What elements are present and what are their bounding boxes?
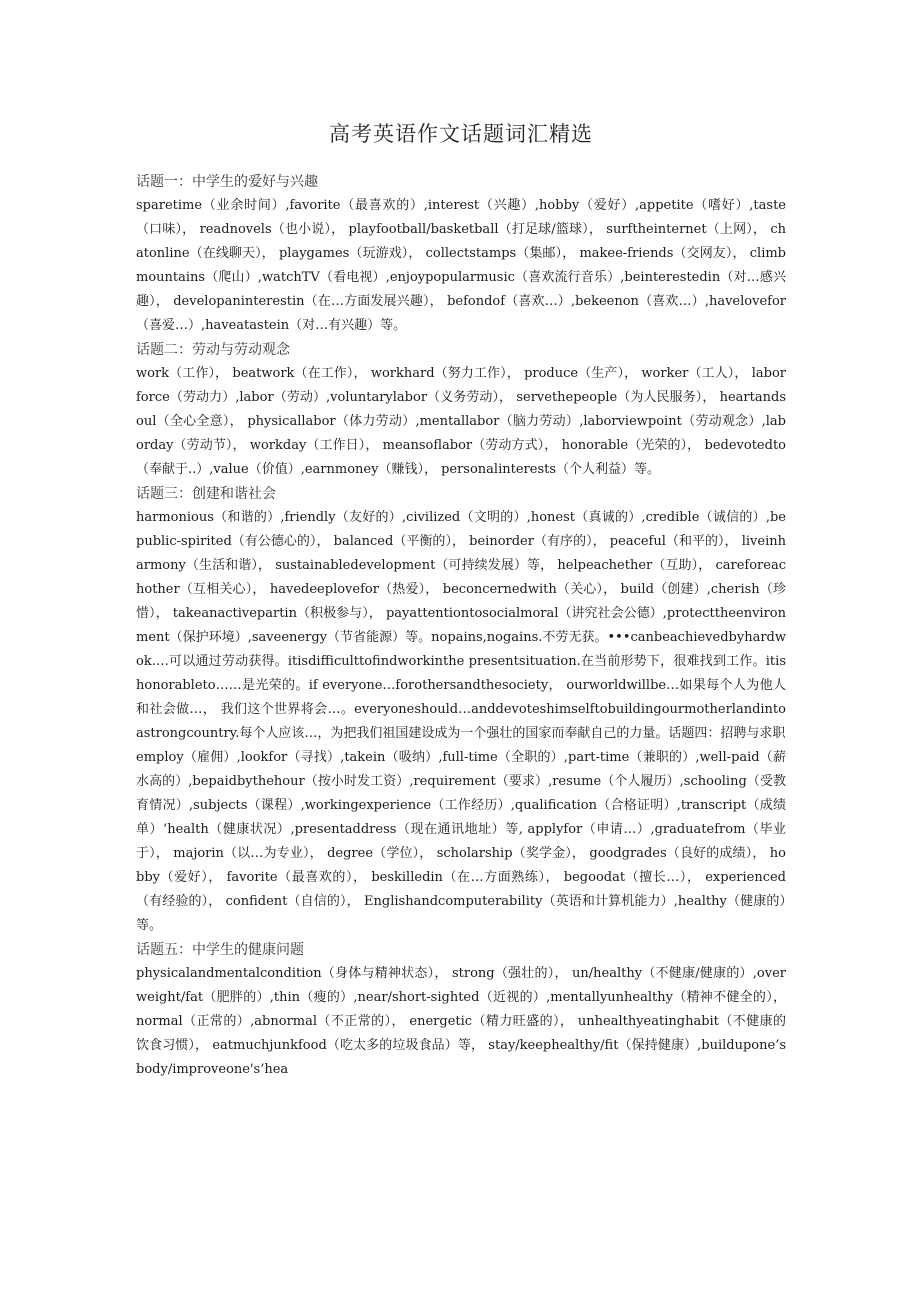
topic-2-vocabulary: work（工作）， beatwork（在工作）， workhard（努力工作）， produce（生产）， worker（工人）， laborforce（劳动力）,labor（劳动）,voluntarylabor（义务劳动）， servethepeople（为人民服务）， heartandsoul（全心全意）， physicallabor（体力劳动）,mentallabor（脑力劳动）,laborviewpoint（劳动观念）,laborday（劳动节）， workday（工作日）， meansoflabor（劳动方式）， honorable（光荣的）， bedevotedto（奉献于..）,value（价值）,earnmoney（赚钱）， personalinterests（个人利益）等。	[136, 366, 786, 477]
document-title: 高考英语作文话题词汇精选	[329, 122, 593, 146]
topic-1-section	[136, 170, 786, 338]
document-body	[136, 170, 786, 1082]
topic-2-heading: 话题二：劳动与劳动观念	[136, 342, 290, 358]
topic-3-vocabulary: harmonious（和谐的）,friendly（友好的）,civilized（文明的）,honest（真诚的）,credible（诚信的）,bepublic-spirited（有公德心的）， balanced（平衡的）， beinorder（有序的）， peaceful（和平的）， liveinharmony（生活和谐）， sustainabledevelopment（可持续发展）等， helpeachether（互助）， careforeachother（互相关心）， havedeeplovefor（热爱）， beconcernedwith（关心）， build（创建）,cherish（珍惜）， takeanactivepartin（积极参与）， payattentiontosocialmoral（讲究社会公德）,protecttheenvironment（保护环境）,saveenergy（节省能源）等。nopains,nogains.不劳无获。•••canbeachievedbyhardwok.…可以通过劳动获得。itisdifficulttofindworkinthe presentsituation.在当前形势下，很难找到工作。itishonorableto……是光荣的。if everyone…forothersandthesociety， ourworldwillbe…如果每个人为他人和社会做…， 我们这个世界将会…。everyoneshould…anddevoteshimselftobuildingourmotherlandintoastrongcountry.每个人应该…，为把我们祖国建设成为一个强壮的国家而奉献自己的力量。话题四：招聘与求职	[136, 510, 786, 741]
topic-5-heading: 话题五：中学生的健康问题	[136, 942, 304, 958]
topic-2-section	[136, 338, 786, 482]
topic-1-heading: 话题一：中学生的爱好与兴趣	[136, 174, 318, 190]
topic-1-vocabulary: sparetime（业余时间）,favorite（最喜欢的）,interest（兴趣）,hobby（爱好）,appetite（嗜好）,taste（口味）， readnovels（也小说）， playfootball/basketball（打足球/篮球）， surftheinternet（上网）， chatonline（在线聊天）， playgames（玩游戏）， collectstamps（集邮）， makee-friends（交网友）， climbmountains（爬山）,watchTV（看电视）,enjoypopularmusic（喜欢流行音乐）,beinterestedin（对…感兴趣）， developaninterestin（在…方面发展兴趣）， befondof（喜欢…）,bekeenon（喜欢…）,havelovefor（喜爱…）,haveatastein（对…有兴趣）等。	[136, 198, 786, 333]
topic-5-vocabulary: physicalandmentalcondition（身体与精神状态）， strong（强壮的）， un/healthy（不健康/健康的）,overweight/fat（肥胖的）,thin（瘦的）,near/short-sighted（近视的）,mentallyunhealthy（精神不健全的）， normal（正常的）,abnormal（不正常的）， energetic（精力旺盛的）， unhealthyeatinghabit（不健康的饮食习惯）， eatmuchjunkfood（吃太多的垃圾食品）等， stay/keephealthy/fit（保持健康）,buildupone’sbody/improveone's’hea	[136, 966, 786, 1077]
topic-5-section	[136, 938, 786, 1082]
topic-3-heading: 话题三：创建和谐社会	[136, 486, 276, 502]
document-page	[136, 0, 786, 1082]
topic-4-section	[136, 746, 786, 938]
topic-3-section	[136, 482, 786, 746]
topic-4-vocabulary: employ（雇佣）,lookfor（寻找）,takein（吸纳）,full-time（全职的）,part-time（兼职的）,well-paid（薪水高的）,bepaidbythehour（按小时发工资）,requirement（要求）,resume（个人履历）,schooling（受教育情况）,subjects（课程）,workingexperience（工作经历）,qualification（合格证明）,transcript（成绩单）‘health（健康状况）,presentaddress（现在通讯地址）等, applyfor（申请…）,graduatefrom（毕业于）， majorin（以…为专业）， degree（学位）， scholarship（奖学金）， goodgrades（良好的成绩）， hobby（爱好）， favorite（最喜欢的）， beskilledin（在…方面熟练）， begoodat（擅长…）， experienced（有经验的）， confident（自信的）， Englishandcomputerability（英语和计算机能力）,healthy（健康的）等。	[136, 750, 786, 933]
